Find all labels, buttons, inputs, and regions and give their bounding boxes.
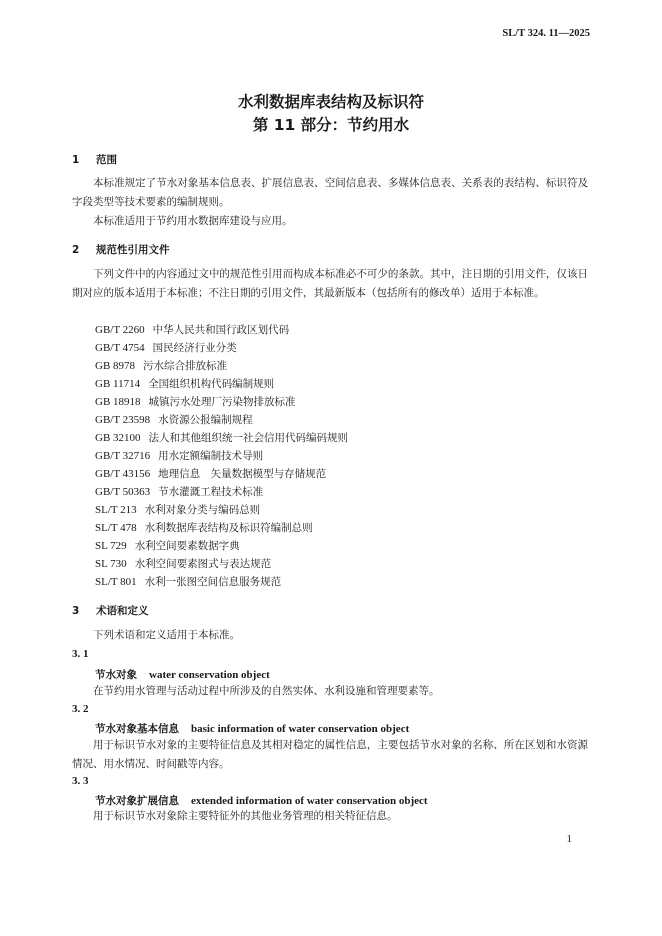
term-definition: 用于标识节水对象的主要特征信息及其相对稳定的属性信息，主要包括节水对象的名称、所在区划和水资源情况、用水情况、时间戳等内容。 [72,739,588,770]
reference-name: 地理信息 矢量数据模型与存储规范 [158,468,327,480]
section-title: 规范性引用文件 [96,244,170,256]
reference-name: 节水灌溉工程技术标准 [158,486,264,498]
reference-name: 国民经济行业分类 [152,342,237,354]
reference-name: 水利空间要素数据字典 [134,540,240,552]
term-en: extended information of water conservation object [191,795,428,807]
term-en: water conservation object [149,669,270,681]
reference-code: GB 32100 [95,432,141,444]
section-number: 3 [72,605,80,617]
term-definition: 用于标识节水对象除主要特征外的其他业务管理的相关特征信息。 [93,810,398,822]
reference-name: 中华人民共和国行政区划代码 [152,324,290,336]
term-zh: 节水对象 [95,669,137,681]
reference-item [95,538,240,553]
reference-item [95,502,260,517]
reference-item [95,412,253,427]
paragraph: 下列文件中的内容通过文中的规范性引用而构成本标准必不可少的条款。其中，注日期的引用文件，仅该日期对应的版本适用于本标准；不注日期的引用文件，其最新版本（包括所有的修改单）适用于本标准。 [72,268,588,299]
reference-name: 水利一张图空间信息服务规范 [144,576,282,588]
document-subtitle: 第 11 部分：节约用水 [252,116,410,134]
reference-code: GB/T 4754 [95,342,145,354]
section-number: 2 [72,244,80,256]
document-title: 水利数据库表结构及标识符 [237,93,424,111]
reference-name: 水利空间要素图式与表达规范 [134,558,272,570]
reference-code: GB 8978 [95,360,136,372]
reference-name: 全国组织机构代码编制规则 [148,378,275,390]
reference-item [95,340,237,355]
term-title [95,667,270,682]
standard-code: SL/T 324. 11—2025 [502,28,590,39]
reference-item [95,484,263,499]
reference-code: GB/T 23598 [95,414,151,426]
reference-name: 城镇污水处理厂污染物排放标准 [148,396,296,408]
page-number: 1 [566,833,572,845]
reference-name: 污水综合排放标准 [143,360,228,372]
reference-code: GB/T 32716 [95,450,151,462]
reference-code: SL/T 213 [95,504,137,516]
section-title: 范围 [96,154,117,166]
reference-code: GB 11714 [95,378,141,390]
reference-item [95,430,348,445]
term-zh: 节水对象扩展信息 [95,795,179,807]
reference-item [95,358,227,373]
term-definition: 在节约用水管理与活动过程中所涉及的自然实体、水利设施和管理要素等。 [93,685,440,697]
term-title [95,793,428,808]
section-heading [72,242,170,257]
section-title: 术语和定义 [96,605,149,617]
term-zh: 节水对象基本信息 [95,723,179,735]
reference-name: 水资源公报编制规程 [158,414,253,426]
reference-name: 用水定额编制技术导则 [158,450,264,462]
reference-code: GB/T 2260 [95,324,145,336]
term-en: basic information of water conservation object [191,723,410,735]
reference-item [95,556,271,571]
reference-code: SL/T 801 [95,576,137,588]
reference-item [95,520,313,535]
term-number: 3. 2 [72,703,89,715]
reference-item [95,466,326,481]
paragraph: 本标准适用于节约用水数据库建设与应用。 [93,215,293,227]
reference-code: SL/T 478 [95,522,137,534]
reference-item [95,322,289,337]
reference-item [95,574,281,589]
reference-code: GB 18918 [95,396,141,408]
reference-name: 水利数据库表结构及标识符编制总则 [144,522,313,534]
paragraph: 下列术语和定义适用于本标准。 [93,629,240,641]
section-heading [72,152,117,167]
reference-code: GB/T 43156 [95,468,151,480]
section-number: 1 [72,154,80,166]
paragraph: 本标准规定了节水对象基本信息表、扩展信息表、空间信息表、多媒体信息表、关系表的表结构、标识符及字段类型等技术要素的编制规则。 [72,177,588,208]
reference-name: 法人和其他组织统一社会信用代码编码规则 [148,432,349,444]
reference-code: GB/T 50363 [95,486,151,498]
section-heading [72,603,149,618]
reference-code: SL 729 [95,540,127,552]
reference-name: 水利对象分类与编码总则 [144,504,261,516]
term-title [95,721,409,736]
reference-code: SL 730 [95,558,127,570]
term-number: 3. 1 [72,648,89,660]
reference-item [95,394,296,409]
reference-item [95,376,274,391]
reference-item [95,448,263,463]
term-number: 3. 3 [72,775,89,787]
